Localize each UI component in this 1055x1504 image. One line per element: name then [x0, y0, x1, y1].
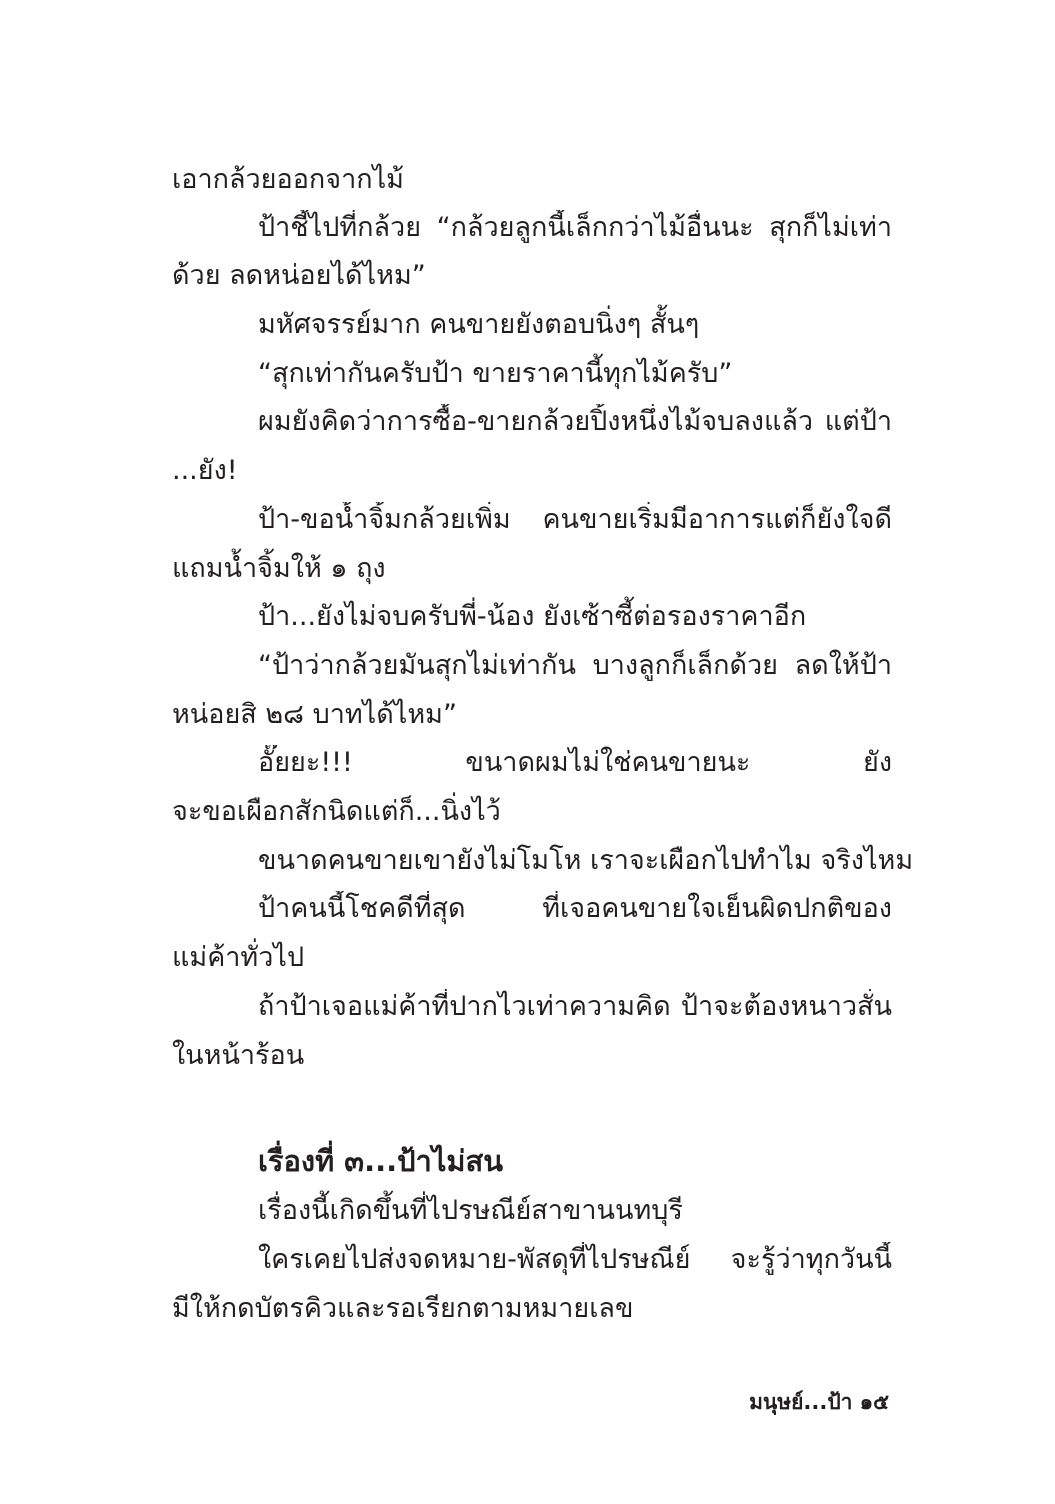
paragraph-line: มีให้กดบัตรคิวและรอเรียกตามหมายเลข — [172, 1293, 634, 1324]
paragraph-line: ถ้าป้าเจอแม่ค้าที่ปากไวเท่าความคิด ป้าจะต้องหนาวสั่น — [258, 991, 892, 1022]
paragraph-line: ใครเคยไปส่งจดหมาย-พัสดุที่ไปรษณีย์ จะรู้ว่าทุกวันนี้ — [258, 1244, 892, 1275]
paragraph-line: จะขอเผือกสักนิดแต่ก็...นิ่งไว้ — [172, 796, 501, 827]
paragraph-line: “ป้าว่ากล้วยมันสุกไม่เท่ากัน บางลูกก็เล็กด้วย ลดให้ป้า — [258, 650, 892, 681]
paragraph-line: ผมยังคิดว่าการซื้อ-ขายกล้วยปิ้งหนึ่งไม้จบลงแล้ว แต่ป้า — [258, 406, 892, 437]
paragraph-line: เรื่องนี้เกิดขึ้นที่ไปรษณีย์สาขานนทบุรี — [258, 1195, 683, 1226]
paragraph-line: แถมน้ำจิ้มให้ ๑ ถุง — [172, 553, 386, 584]
paragraph-line: อั๊ยยะ!!! ขนาดผมไม่ใช่คนขายนะ ยัง — [258, 747, 892, 778]
paragraph-line: เอากล้วยออกจากไม้ — [172, 164, 404, 195]
paragraph-line: ในหน้าร้อน — [172, 1040, 305, 1071]
paragraph-line: ป้าคนนี้โชคดีที่สุด ที่เจอคนขายใจเย็นผิดปกติของ — [258, 893, 892, 924]
paragraph-line: มหัศจรรย์มาก คนขายยังตอบนิ่งๆ สั้นๆ — [258, 309, 700, 340]
paragraph-line: “สุกเท่ากันครับป้า ขายราคานี้ทุกไม้ครับ” — [258, 358, 733, 389]
paragraph-line: ป้าชี้ไปที่กล้วย “กล้วยลูกนี้เล็กกว่าไม้อื่นนะ สุกก็ไม่เท่า — [258, 212, 892, 243]
paragraph-line: ...ยัง! — [172, 455, 238, 486]
paragraph-line: ด้วย ลดหน่อยได้ไหม” — [172, 260, 426, 291]
paragraph-line: ขนาดคนขายเขายังไม่โมโห เราจะเผือกไปทำไม จริงไหม — [258, 845, 914, 876]
paragraph-line: ป้า-ขอน้ำจิ้มกล้วยเพิ่ม คนขายเริ่มมีอาการแต่ก็ยังใจดี — [258, 504, 892, 535]
paragraph-line: หน่อยสิ ๒๘ บาทได้ไหม” — [172, 699, 457, 730]
page-footer: มนุษย์...ป้า ๑๕ — [749, 1390, 889, 1414]
section-heading: เรื่องที่ ๓...ป้าไม่สน — [258, 1144, 504, 1178]
paragraph-line: แม่ค้าทั่วไป — [172, 942, 305, 973]
paragraph-line: ป้า...ยังไม่จบครับพี่-น้อง ยังเซ้าซี้ต่อรองราคาอีก — [258, 601, 807, 632]
